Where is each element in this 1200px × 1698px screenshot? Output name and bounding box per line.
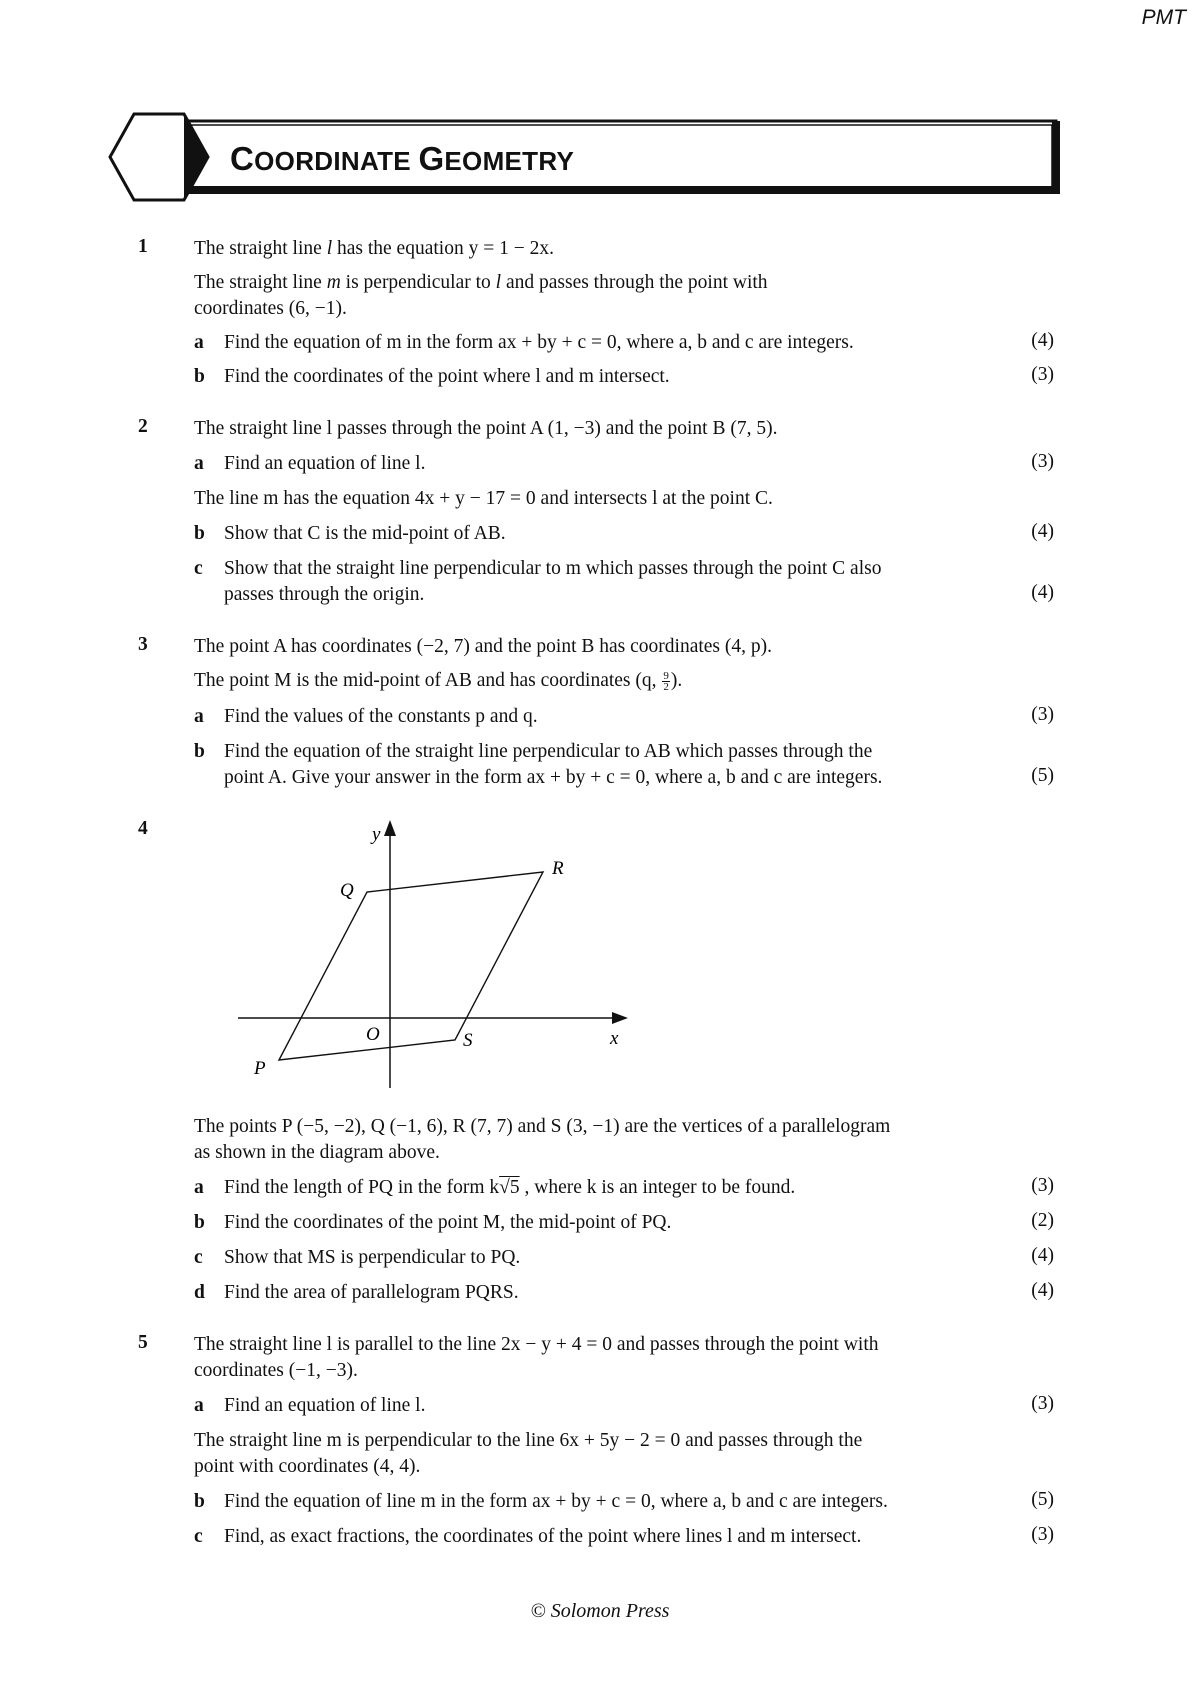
title-cap-1: C <box>230 140 255 177</box>
part-text: Find the coordinates of the point where l and m intersect. <box>224 366 670 387</box>
part-text <box>224 1175 994 1201</box>
fraction-numerator: 9 <box>663 670 669 683</box>
diagram-svg <box>230 820 630 1100</box>
vertex-label-r: R <box>552 858 564 879</box>
part-text: Find an equation of line l. <box>224 1395 426 1416</box>
q1-b-mark: (3) <box>1031 364 1054 385</box>
q1-stem-2b: is perpendicular to <box>340 272 496 293</box>
part-label: a <box>194 1395 204 1416</box>
q5-c-mark: (3) <box>1031 1524 1054 1545</box>
q2-c-mark: (4) <box>1031 582 1054 603</box>
sqrt-expression: √5 <box>499 1177 520 1198</box>
part-text: Find an equation of line l. <box>224 453 426 474</box>
part-label: b <box>194 741 205 762</box>
part-label: c <box>194 558 203 579</box>
question-number-1: 1 <box>138 236 148 257</box>
part-label: a <box>194 453 204 474</box>
q1-stem-1b: has the equation y = 1 − 2x. <box>332 238 554 259</box>
q2-stem-2: The line m has the equation 4x + y − 17 = 0 and intersects l at the point C. <box>194 488 773 509</box>
part-text-line-2: point A. Give your answer in the form ax + by + c = 0, where a, b and c are integers. <box>224 767 883 788</box>
fraction-denominator: 2 <box>663 681 669 694</box>
part-text: Find the coordinates of the point M, the mid-point of PQ. <box>224 1212 672 1233</box>
q5-stem-3: The straight line m is perpendicular to the line 6x + 5y − 2 = 0 and passes through the <box>194 1430 863 1451</box>
parallelogram-diagram <box>230 820 630 1100</box>
vertex-label-p: P <box>254 1058 266 1079</box>
title-cap-2: G <box>418 140 445 177</box>
fraction <box>662 671 670 692</box>
q4-d-mark: (4) <box>1031 1280 1054 1301</box>
q1-stem-2-l: l <box>495 272 502 293</box>
question-number-4: 4 <box>138 818 148 839</box>
x-axis-arrow <box>612 1012 628 1024</box>
pmt-tag: PMT <box>1141 6 1186 29</box>
question-number-5: 5 <box>138 1332 148 1353</box>
q1-stem-2c: and passes through the point with <box>501 272 768 293</box>
q3-stem-1: The point A has coordinates (−2, 7) and the point B has coordinates (4, p). <box>194 636 773 657</box>
q3-stem-2b: ). <box>670 670 683 691</box>
q5-stem-1: The straight line l is parallel to the line 2x − y + 4 = 0 and passes through the point with <box>194 1334 879 1355</box>
q4-b-mark: (2) <box>1031 1210 1054 1231</box>
q4-c-mark: (4) <box>1031 1245 1054 1266</box>
part-label: a <box>194 1177 204 1198</box>
q4-a-text-b: , where k is an integer to be found. <box>519 1177 796 1198</box>
part-text: Find the equation of m in the form ax + by + c = 0, where a, b and c are integers. <box>224 332 854 353</box>
q4-a-mark: (3) <box>1031 1175 1054 1196</box>
q2-stem-1: The straight line l passes through the point A (1, −3) and the point B (7, 5). <box>194 418 778 439</box>
q1-stem-2-m: m <box>326 272 341 293</box>
part-text-line-1: Show that the straight line perpendicular to m which passes through the point C also <box>224 558 882 579</box>
x-label: x <box>610 1028 619 1049</box>
vertex-label-s: S <box>463 1030 473 1051</box>
y-axis-arrow <box>384 820 396 836</box>
title-rest-1: OORDINATE <box>254 146 419 176</box>
part-text: Find the equation of line m in the form ax + by + c = 0, where a, b and c are integers. <box>224 1491 888 1512</box>
q3-stem-2a: The point M is the mid-point of AB and has coordinates (q, <box>194 670 662 691</box>
part-text: Find the area of parallelogram PQRS. <box>224 1282 519 1303</box>
page-title <box>230 140 574 178</box>
q5-a-mark: (3) <box>1031 1393 1054 1414</box>
q5-stem-2: coordinates (−1, −3). <box>194 1360 358 1381</box>
q1-stem-2 <box>194 270 994 296</box>
sqrt-radicand: 5 <box>509 1177 520 1198</box>
part-text-line-2: passes through the origin. <box>224 584 425 605</box>
footer-copyright: © Solomon Press <box>530 1600 670 1622</box>
part-label: c <box>194 1526 203 1547</box>
q5-stem-4: point with coordinates (4, 4). <box>194 1456 421 1477</box>
title-rest-2: EOMETRY <box>444 146 575 176</box>
q5-b-mark: (5) <box>1031 1489 1054 1510</box>
q1-stem-3: coordinates (6, −1). <box>194 298 347 319</box>
part-label: b <box>194 366 205 387</box>
y-label: y <box>372 824 381 845</box>
q4-stem-2: as shown in the diagram above. <box>194 1142 440 1163</box>
part-label: b <box>194 1491 205 1512</box>
q3-a-mark: (3) <box>1031 704 1054 725</box>
part-label: d <box>194 1282 205 1303</box>
part-label: a <box>194 706 204 727</box>
origin-label: O <box>366 1024 380 1045</box>
q3-stem-2 <box>194 668 994 694</box>
part-text: Find the values of the constants p and q. <box>224 706 538 727</box>
q2-b-mark: (4) <box>1031 521 1054 542</box>
title-banner <box>108 112 1060 202</box>
q1-stem-2a: The straight line <box>194 272 327 293</box>
q1-stem-1-var: l <box>326 238 333 259</box>
parallelogram-pqrs <box>279 872 543 1060</box>
q1-stem-1 <box>194 236 994 262</box>
q4-stem-1: The points P (−5, −2), Q (−1, 6), R (7, 7) and S (3, −1) are the vertices of a parallelogram <box>194 1116 891 1137</box>
part-label: b <box>194 523 205 544</box>
part-label: a <box>194 332 204 353</box>
q1-stem-1a: The straight line <box>194 238 327 259</box>
q4-a-text-a: Find the length of PQ in the form k <box>224 1177 500 1198</box>
question-number-3: 3 <box>138 634 148 655</box>
vertex-label-q: Q <box>340 880 354 901</box>
part-label: c <box>194 1247 203 1268</box>
q1-a-mark: (4) <box>1031 330 1054 351</box>
question-number-2: 2 <box>138 416 148 437</box>
part-text: Find, as exact fractions, the coordinates of the point where lines l and m intersect. <box>224 1526 862 1547</box>
part-text-line-1: Find the equation of the straight line perpendicular to AB which passes through the <box>224 741 873 762</box>
part-label: b <box>194 1212 205 1233</box>
q3-b-mark: (5) <box>1031 765 1054 786</box>
q2-a-mark: (3) <box>1031 451 1054 472</box>
part-text: Show that MS is perpendicular to PQ. <box>224 1247 521 1268</box>
part-text: Show that C is the mid-point of AB. <box>224 523 506 544</box>
